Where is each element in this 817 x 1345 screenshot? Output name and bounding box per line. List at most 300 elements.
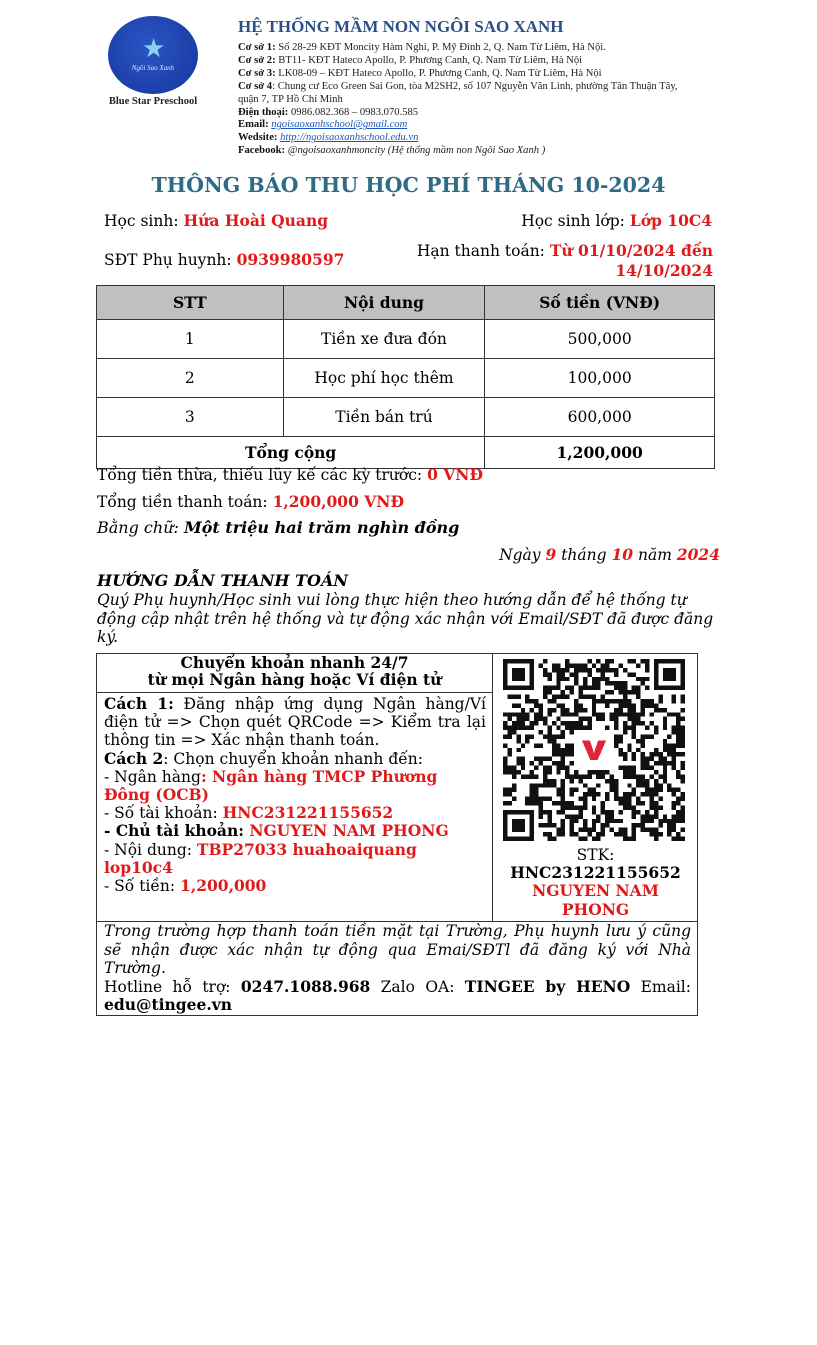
qr-module	[547, 797, 551, 801]
qr-module	[565, 659, 569, 663]
qr-module	[645, 814, 649, 818]
qr-module	[654, 770, 658, 774]
qr-module	[663, 757, 667, 761]
qr-module	[601, 677, 605, 681]
qr-module	[632, 828, 636, 832]
qr-module	[552, 721, 556, 725]
account-number: HNC231221155652	[222, 803, 394, 823]
qr-module	[605, 681, 609, 685]
qr-module	[552, 695, 556, 699]
qr-module	[543, 734, 547, 738]
qr-module	[574, 832, 578, 836]
qr-module	[503, 757, 507, 761]
qr-module	[601, 774, 605, 778]
qr-module	[667, 734, 671, 738]
qr-module	[676, 837, 680, 841]
qr-module	[578, 703, 582, 707]
qr-module	[601, 668, 605, 672]
qr-module	[570, 712, 574, 716]
qr-module	[654, 837, 658, 841]
qr-module	[543, 690, 547, 694]
qr-module	[556, 761, 560, 765]
qr-module	[507, 717, 511, 721]
email-link[interactable]: ngoisaoxanhschool@gmail.com	[271, 119, 408, 131]
qr-module	[627, 805, 631, 809]
qr-module	[623, 690, 627, 694]
qr-module	[570, 774, 574, 778]
qr-module	[672, 743, 676, 747]
qr-module	[592, 712, 596, 716]
qr-module	[632, 757, 636, 761]
qr-module	[658, 823, 662, 827]
qr-module	[539, 814, 543, 818]
qr-module	[614, 686, 618, 690]
parent-phone: 0939980597	[236, 250, 345, 269]
qr-module	[521, 726, 525, 730]
qr-module	[667, 788, 671, 792]
qr-module	[610, 783, 614, 787]
qr-module	[649, 828, 653, 832]
qr-module	[681, 743, 685, 747]
qr-module	[627, 797, 631, 801]
qr-module	[539, 730, 543, 734]
date-month: 10	[611, 545, 634, 564]
qr-module	[658, 699, 662, 703]
qr-module	[614, 681, 618, 685]
qr-module	[530, 708, 534, 712]
qr-module	[565, 743, 569, 747]
qr-module	[641, 792, 645, 796]
qr-module	[547, 832, 551, 836]
qr-module	[627, 672, 631, 676]
school-phone: Điện thoại: 0986.082.368 – 0983.070.585	[238, 106, 419, 118]
qr-module	[610, 774, 614, 778]
qr-module	[570, 752, 574, 756]
qr-module	[592, 686, 596, 690]
qr-module	[561, 783, 565, 787]
qr-module	[583, 828, 587, 832]
qr-module	[539, 810, 543, 814]
qr-module	[547, 739, 551, 743]
qr-module	[605, 677, 609, 681]
qr-module	[547, 783, 551, 787]
qr-module	[561, 677, 565, 681]
qr-module	[578, 726, 582, 730]
qr-module	[618, 828, 622, 832]
qr-module	[525, 739, 529, 743]
qr-module	[623, 726, 627, 730]
qr-module	[645, 779, 649, 783]
amount-in-words-line: Bằng chữ: Một triệu hai trăm nghìn đồng	[97, 518, 460, 537]
fee-table	[96, 285, 715, 469]
qr-module	[627, 726, 631, 730]
qr-module	[641, 823, 645, 827]
qr-module	[516, 734, 520, 738]
qr-module	[512, 712, 516, 716]
qr-module	[534, 699, 538, 703]
school-email: Email: ngoisaoxanhschool@gmail.com	[238, 119, 408, 131]
qr-module	[658, 788, 662, 792]
qr-module	[565, 668, 569, 672]
qr-module	[592, 663, 596, 667]
qr-module	[636, 717, 640, 721]
qr-module	[672, 757, 676, 761]
qr-module	[547, 757, 551, 761]
qr-module	[592, 823, 596, 827]
qr-module	[530, 774, 534, 778]
qr-module	[561, 761, 565, 765]
carry-over-value: 0 VNĐ	[427, 465, 483, 484]
header-content: Nội dung	[283, 286, 485, 320]
qr-module	[596, 686, 600, 690]
support-email[interactable]: edu@tingee.vn	[104, 995, 233, 1014]
qr-module	[654, 832, 658, 836]
qr-module	[547, 814, 551, 818]
qr-module	[552, 739, 556, 743]
qr-module	[636, 686, 640, 690]
qr-module	[623, 832, 627, 836]
qr-module	[663, 819, 667, 823]
qr-module	[561, 805, 565, 809]
qr-module	[618, 739, 622, 743]
qr-module	[561, 730, 565, 734]
qr-module	[547, 686, 551, 690]
qr-module	[632, 792, 636, 796]
qr-module	[663, 739, 667, 743]
qr-module	[561, 779, 565, 783]
qr-module	[636, 695, 640, 699]
qr-module	[565, 814, 569, 818]
qr-module	[570, 726, 574, 730]
holder-line: - Chủ tài khoản: NGUYEN NAM PHONG	[104, 821, 449, 841]
cash-note: Trong trường hợp thanh toán tiền mặt tại Trường, Phụ huynh lưu ý cũng sẽ nhận được xác nhận tự động qua Emai/SĐTl đã đăng ký với Nhà Trường.	[104, 922, 691, 977]
qr-module	[539, 797, 543, 801]
qr-module	[641, 712, 645, 716]
qr-module	[565, 686, 569, 690]
qr-module	[547, 779, 551, 783]
qr-module	[663, 726, 667, 730]
qr-module	[681, 734, 685, 738]
qr-module	[578, 797, 582, 801]
qr-module	[641, 659, 645, 663]
qr-module	[601, 801, 605, 805]
qr-module	[570, 730, 574, 734]
qr-module	[667, 783, 671, 787]
qr-module	[645, 703, 649, 707]
qr-module	[681, 726, 685, 730]
qr-module	[583, 663, 587, 667]
qr-module	[534, 721, 538, 725]
qr-module	[618, 712, 622, 716]
qr-module	[672, 726, 676, 730]
qr-module	[552, 783, 556, 787]
branch-3: Cơ sở 3: LK08-09 – KĐT Hateco Apollo, P. Phương Canh, Q. Nam Từ Liêm, Hà Nội	[238, 67, 602, 79]
qr-module	[561, 748, 565, 752]
qr-module	[658, 797, 662, 801]
carry-over-line: Tổng tiền thừa, thiếu lũy kế các kỳ trước: 0 VNĐ	[97, 465, 483, 484]
qr-module	[610, 690, 614, 694]
qr-module	[645, 663, 649, 667]
qr-module	[636, 663, 640, 667]
qr-module	[561, 690, 565, 694]
qr-module	[614, 668, 618, 672]
qr-module	[672, 699, 676, 703]
qr-module	[552, 734, 556, 738]
qr-module	[618, 734, 622, 738]
qr-module	[672, 823, 676, 827]
qr-module	[596, 717, 600, 721]
qr-module	[614, 726, 618, 730]
qr-module	[503, 788, 507, 792]
qr-module	[681, 752, 685, 756]
qr-module	[681, 766, 685, 770]
qr-module	[543, 757, 547, 761]
qr-module	[649, 788, 653, 792]
qr-module	[592, 792, 596, 796]
qr-module	[632, 766, 636, 770]
qr-module	[641, 819, 645, 823]
qr-module	[578, 695, 582, 699]
qr-module	[561, 672, 565, 676]
qr-module	[605, 792, 609, 796]
qr-module	[583, 801, 587, 805]
qr-module	[503, 721, 507, 725]
qr-module	[521, 766, 525, 770]
qr-module	[658, 708, 662, 712]
parent-phone-row: SĐT Phụ huynh: 0939980597	[104, 250, 345, 269]
qr-module	[632, 734, 636, 738]
qr-module	[645, 699, 649, 703]
qr-module	[605, 703, 609, 707]
qr-module	[623, 721, 627, 725]
date-day: 9	[545, 545, 557, 564]
qr-module	[552, 748, 556, 752]
qr-module	[627, 659, 631, 663]
qr-module	[649, 757, 653, 761]
bank-line: - Ngân hàng: Ngân hàng TMCP Phương Đông (OCB)	[104, 766, 438, 805]
student-name-row: Học sinh: Hứa Hoài Quang	[104, 211, 329, 230]
qr-module	[512, 788, 516, 792]
qr-module	[525, 726, 529, 730]
qr-module	[618, 766, 622, 770]
student-class-row: Học sinh lớp: Lớp 10C4	[521, 211, 712, 230]
qr-module	[596, 792, 600, 796]
qr-module	[503, 726, 507, 730]
qr-module	[530, 770, 534, 774]
qr-module	[614, 797, 618, 801]
qr-module	[587, 686, 591, 690]
qr-module	[623, 797, 627, 801]
qr-module	[574, 726, 578, 730]
qr-module	[547, 770, 551, 774]
qr-module	[658, 774, 662, 778]
qr-module	[552, 699, 556, 703]
qr-module	[539, 761, 543, 765]
qr-module	[632, 672, 636, 676]
qr-module	[636, 721, 640, 725]
qr-module	[605, 819, 609, 823]
qr-module	[663, 779, 667, 783]
qr-module	[547, 699, 551, 703]
qr-module	[583, 726, 587, 730]
qr-module	[552, 743, 556, 747]
qr-module	[618, 690, 622, 694]
qr-module	[658, 752, 662, 756]
qr-module	[592, 677, 596, 681]
qr-module	[605, 726, 609, 730]
qr-module	[649, 797, 653, 801]
qr-module	[681, 837, 685, 841]
qr-module	[667, 823, 671, 827]
qr-module	[547, 677, 551, 681]
qr-module	[632, 823, 636, 827]
qr-module	[618, 752, 622, 756]
qr-module	[654, 783, 658, 787]
qr-module	[570, 690, 574, 694]
qr-module	[539, 712, 543, 716]
zalo-oa: TINGEE by HENO	[464, 976, 631, 996]
qr-module	[512, 783, 516, 787]
qr-module	[547, 672, 551, 676]
qr-module	[623, 766, 627, 770]
qr-module	[663, 814, 667, 818]
qr-module	[623, 712, 627, 716]
qr-module	[627, 743, 631, 747]
qr-module	[654, 805, 658, 809]
qr-module	[645, 788, 649, 792]
qr-module	[583, 668, 587, 672]
qr-module	[676, 734, 680, 738]
qr-module	[636, 783, 640, 787]
qr-module	[632, 703, 636, 707]
qr-module	[601, 832, 605, 836]
qr-module	[623, 681, 627, 685]
qr-module	[681, 730, 685, 734]
qr-module	[623, 699, 627, 703]
total-payment-line: Tổng tiền thanh toán: 1,200,000 VNĐ	[97, 492, 405, 511]
qr-module	[561, 703, 565, 707]
qr-module	[578, 663, 582, 667]
qr-module	[641, 779, 645, 783]
qr-module	[552, 663, 556, 667]
qr-module	[574, 774, 578, 778]
qr-module	[570, 814, 574, 818]
qr-module	[645, 810, 649, 814]
qr-module	[565, 677, 569, 681]
qr-module	[556, 734, 560, 738]
qr-module	[681, 699, 685, 703]
qr-module	[507, 766, 511, 770]
qr-module	[667, 748, 671, 752]
qr-module	[534, 743, 538, 747]
qr-module	[676, 810, 680, 814]
qr-module	[503, 743, 507, 747]
qr-module	[561, 828, 565, 832]
qr-module	[610, 659, 614, 663]
qr-module	[681, 739, 685, 743]
qr-module	[610, 668, 614, 672]
qr-module	[632, 788, 636, 792]
qr-module	[552, 779, 556, 783]
qr-module	[641, 681, 645, 685]
transfer-amount: 1,200,000	[180, 876, 267, 896]
deadline-line1: Từ 01/10/2024 đến	[549, 241, 713, 260]
qr-module	[574, 819, 578, 823]
qr-module	[543, 832, 547, 836]
payment-qr-code	[503, 659, 685, 841]
qr-module	[641, 783, 645, 787]
qr-module	[672, 695, 676, 699]
qr-module	[561, 721, 565, 725]
qr-module	[587, 788, 591, 792]
qr-module	[547, 730, 551, 734]
qr-module	[658, 832, 662, 836]
qr-module	[530, 792, 534, 796]
qr-module	[632, 770, 636, 774]
total-row	[97, 437, 715, 469]
qr-module	[507, 792, 511, 796]
qr-module	[516, 721, 520, 725]
qr-module	[565, 752, 569, 756]
qr-module	[583, 837, 587, 841]
qr-module	[534, 783, 538, 787]
qr-module	[543, 823, 547, 827]
star-icon: ★	[142, 34, 166, 64]
qr-module	[512, 774, 516, 778]
qr-module	[663, 717, 667, 721]
qr-module	[623, 686, 627, 690]
qr-module	[641, 734, 645, 738]
qr-module	[601, 828, 605, 832]
school-website: Wedsite: http://ngoisaoxanhschool.edu.vn	[238, 132, 419, 144]
qr-module	[570, 743, 574, 747]
qr-module	[525, 717, 529, 721]
qr-module	[539, 805, 543, 809]
qr-module	[658, 819, 662, 823]
qr-module	[610, 819, 614, 823]
qr-module	[614, 734, 618, 738]
qr-module	[649, 805, 653, 809]
qr-module	[539, 703, 543, 707]
qr-module	[610, 681, 614, 685]
qr-module	[570, 792, 574, 796]
website-link[interactable]: http://ngoisaoxanhschool.edu.vn	[280, 132, 419, 144]
qr-module	[623, 752, 627, 756]
qr-module	[552, 801, 556, 805]
qr-module	[614, 832, 618, 836]
qr-module	[547, 837, 551, 841]
qr-module	[627, 712, 631, 716]
qr-module	[530, 783, 534, 787]
qr-module	[632, 708, 636, 712]
qr-module	[561, 797, 565, 801]
qr-module	[530, 797, 534, 801]
qr-module	[649, 814, 653, 818]
qr-module	[596, 681, 600, 685]
qr-module	[623, 668, 627, 672]
qr-module	[667, 819, 671, 823]
qr-module	[583, 819, 587, 823]
qr-module	[614, 819, 618, 823]
qr-module	[556, 677, 560, 681]
qr-module	[552, 837, 556, 841]
qr-module	[534, 801, 538, 805]
qr-module	[561, 810, 565, 814]
qr-module	[556, 788, 560, 792]
qr-module	[654, 708, 658, 712]
qr-module	[601, 695, 605, 699]
transfer-instructions	[104, 695, 486, 895]
